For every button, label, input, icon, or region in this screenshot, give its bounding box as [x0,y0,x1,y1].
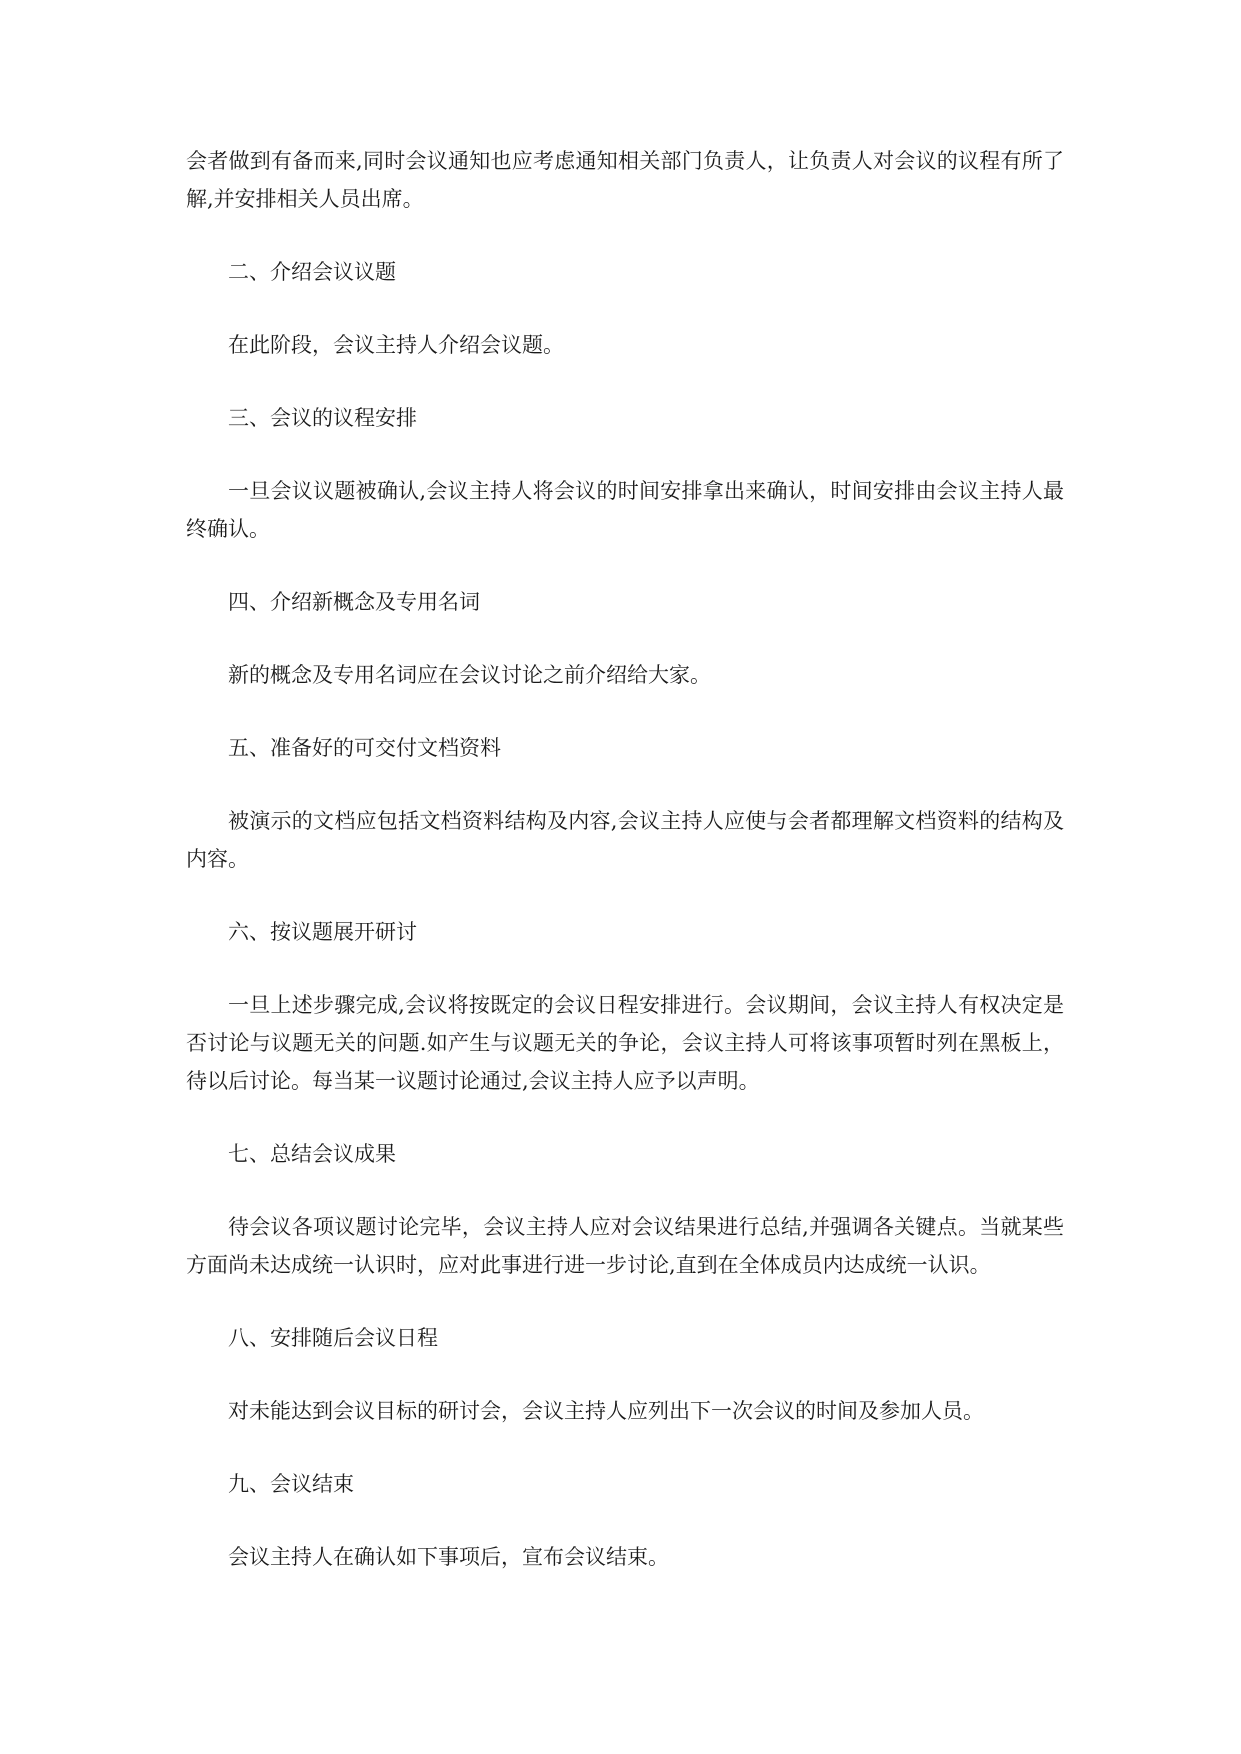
section-heading-4: 四、介绍新概念及专用名词 [228,590,480,614]
paragraph: 新的概念及专用名词应在会议讨论之前介绍给大家。 [228,663,711,687]
paragraph: 一旦会议议题被确认,会议主持人将会议的时间安排拿出来确认，时间安排由会议主持人最终确认。 [186,479,1064,541]
paragraph: 被演示的文档应包括文档资料结构及内容,会议主持人应使与会者都理解文档资料的结构及内容。 [186,809,1064,871]
paragraph-continuation: 会者做到有备而来,同时会议通知也应考虑通知相关部门负责人，让负责人对会议的议程有所了解,并安排相关人员出席。 [186,149,1064,211]
section-heading-2: 二、介绍会议议题 [228,260,396,284]
section-heading-8: 八、安排随后会议日程 [228,1326,438,1350]
section-heading-7: 七、总结会议成果 [228,1142,396,1166]
section-heading-9: 九、会议结束 [228,1472,354,1496]
paragraph: 待会议各项议题讨论完毕，会议主持人应对会议结果进行总结,并强调各关键点。当就某些方面尚未达成统一认识时，应对此事进行进一步讨论,直到在全体成员内达成统一认识。 [186,1215,1064,1277]
paragraph: 一旦上述步骤完成,会议将按既定的会议日程安排进行。会议期间，会议主持人有权决定是否讨论与议题无关的问题.如产生与议题无关的争论，会议主持人可将该事项暂时列在黑板上，待以后讨论。每当某一议题讨论通过,会议主持人应予以声明。 [186,993,1064,1093]
paragraph: 对未能达到会议目标的研讨会，会议主持人应列出下一次会议的时间及参加人员。 [228,1399,984,1423]
section-heading-6: 六、按议题展开研讨 [228,920,417,944]
paragraph: 在此阶段，会议主持人介绍会议题。 [228,333,564,357]
paragraph: 会议主持人在确认如下事项后，宣布会议结束。 [228,1545,669,1569]
document-body [186,142,1064,1611]
section-heading-5: 五、准备好的可交付文档资料 [228,736,501,760]
section-heading-3: 三、会议的议程安排 [228,406,417,430]
